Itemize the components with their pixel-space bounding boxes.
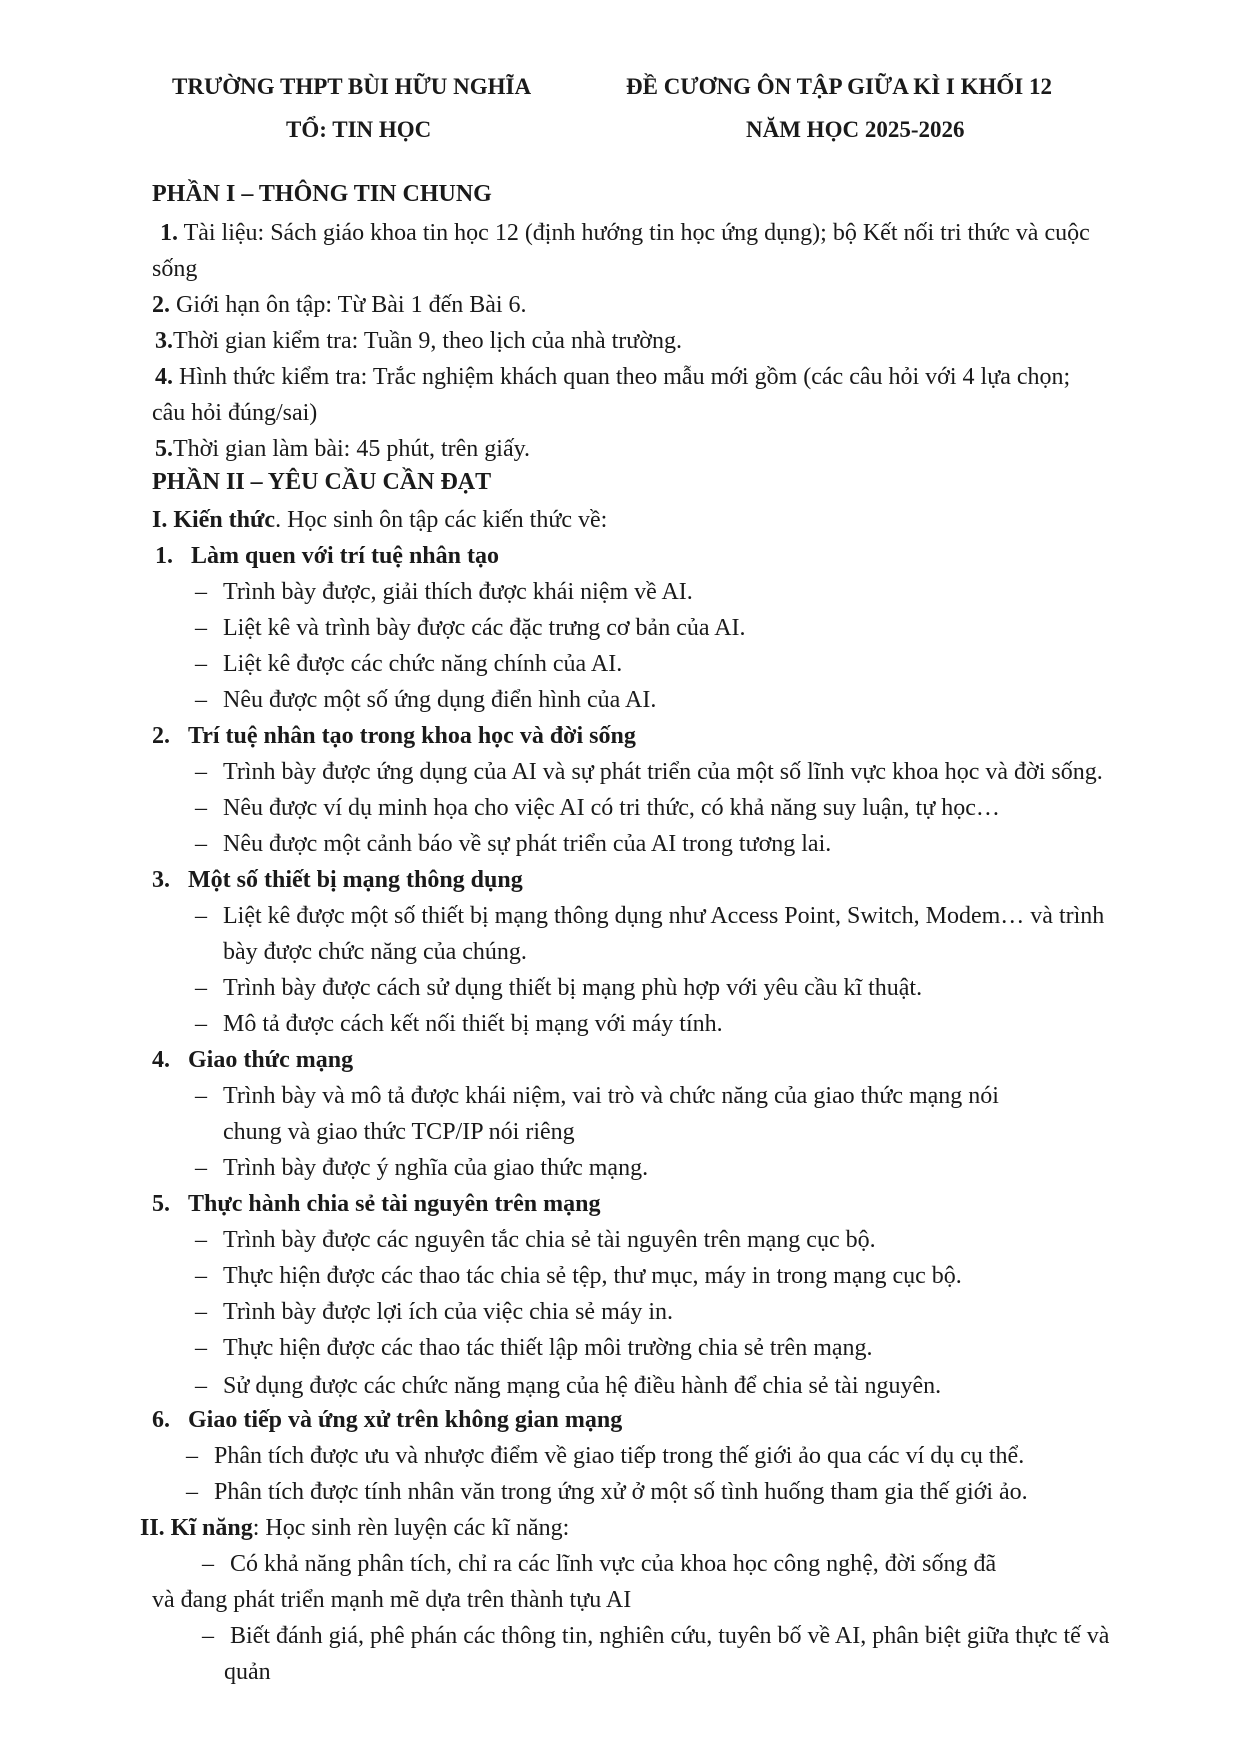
dash-bullet: –: [186, 1479, 198, 1505]
point-text: Nêu được một số ứng dụng điển hình của AI.: [223, 687, 657, 713]
school-year: NĂM HỌC 2025-2026: [746, 117, 965, 142]
point-text: Trình bày được các nguyên tắc chia sẻ tài nguyên trên mạng cục bộ.: [223, 1227, 876, 1253]
topic-1-point-4: [195, 685, 656, 715]
point-text: Phân tích được tính nhân văn trong ứng xử ở một số tình huống tham gia thế giới ảo.: [214, 1479, 1028, 1505]
dash-bullet: –: [195, 651, 207, 677]
dash-bullet: –: [195, 975, 207, 1001]
item-number: 3.: [155, 328, 173, 354]
skill-point-1-continuation: và đang phát triển mạnh mẽ dựa trên thành tựu AI: [152, 1587, 632, 1613]
dash-bullet: –: [195, 831, 207, 857]
part1-item-5: [155, 434, 530, 464]
topic-number: 6.: [152, 1407, 170, 1433]
skills-label: II. Kĩ năng: [140, 1515, 253, 1541]
item-number: 4.: [155, 364, 173, 390]
topic-1-point-2: [195, 613, 746, 643]
skills-heading: [140, 1513, 569, 1543]
point-text: Có khả năng phân tích, chỉ ra các lĩnh vực của khoa học công nghệ, đời sống đã: [230, 1551, 997, 1577]
dash-bullet: –: [195, 615, 207, 641]
point-text: Liệt kê được một số thiết bị mạng thông dụng như Access Point, Switch, Modem… và trình: [223, 903, 1105, 929]
point-text: Liệt kê được các chức năng chính của AI.: [223, 651, 623, 677]
dash-bullet: –: [195, 1083, 207, 1109]
dash-bullet: –: [202, 1623, 214, 1649]
part1-item-3: [155, 326, 682, 356]
topic-2-heading: [152, 721, 636, 751]
part1-item-1: [160, 218, 1090, 248]
part1-title: PHẦN I – THÔNG TIN CHUNG: [152, 181, 492, 207]
dash-bullet: –: [202, 1551, 214, 1577]
item-text: Tài liệu: Sách giáo khoa tin học 12 (định hướng tin học ứng dụng); bộ Kết nối tri thức và cuộc: [178, 220, 1090, 246]
topic-5-point-1: [195, 1225, 876, 1255]
topic-title: Trí tuệ nhân tạo trong khoa học và đời sống: [188, 723, 636, 749]
topic-2-point-2: [195, 793, 1000, 823]
topic-5-heading: [152, 1189, 600, 1219]
point-text: Phân tích được ưu và nhược điểm về giao tiếp trong thế giới ảo qua các ví dụ cụ thể.: [214, 1443, 1025, 1469]
topic-2-point-1: [195, 757, 1103, 787]
point-text: Trình bày được, giải thích được khái niệm về AI.: [223, 579, 693, 605]
topic-1-heading: [155, 541, 499, 571]
item-text: Thời gian làm bài: 45 phút, trên giấy.: [173, 436, 531, 462]
topic-number: 5.: [152, 1191, 170, 1217]
dash-bullet: –: [195, 1335, 207, 1361]
topic-5-point-2: [195, 1261, 962, 1291]
topic-4-heading: [152, 1045, 353, 1075]
dash-bullet: –: [195, 1155, 207, 1181]
point-text: Trình bày được cách sử dụng thiết bị mạng phù hợp với yêu cầu kĩ thuật.: [223, 975, 923, 1001]
item-number: 5.: [155, 436, 173, 462]
dash-bullet: –: [195, 903, 207, 929]
topic-title: Thực hành chia sẻ tài nguyên trên mạng: [188, 1191, 601, 1217]
topic-1-point-3: [195, 649, 622, 679]
point-text: Thực hiện được các thao tác thiết lập môi trường chia sẻ trên mạng.: [223, 1335, 873, 1361]
topic-6-heading: [152, 1405, 622, 1435]
part1-item-2: [152, 290, 527, 320]
topic-4-point-1: [195, 1081, 999, 1111]
point-text: Nêu được một cảnh báo về sự phát triển của AI trong tương lai.: [223, 831, 832, 857]
topic-number: 2.: [152, 723, 170, 749]
topic-title: Làm quen với trí tuệ nhân tạo: [191, 543, 499, 569]
item-text: Giới hạn ôn tập: Từ Bài 1 đến Bài 6.: [170, 292, 527, 318]
item-text: Hình thức kiểm tra: Trắc nghiệm khách quan theo mẫu mới gồm (các câu hỏi với 4 lựa chọn;: [173, 364, 1071, 390]
point-text: Sử dụng được các chức năng mạng của hệ điều hành để chia sẻ tài nguyên.: [223, 1373, 942, 1399]
topic-title: Một số thiết bị mạng thông dụng: [188, 867, 523, 893]
topic-5-point-4: [195, 1333, 873, 1363]
topic-3-point-1: [195, 901, 1104, 931]
document-title: ĐỀ CƯƠNG ÔN TẬP GIỮA KÌ I KHỐI 12: [626, 74, 1052, 99]
topic-6-point-2: [186, 1477, 1028, 1507]
point-text: Biết đánh giá, phê phán các thông tin, nghiên cứu, tuyên bố về AI, phân biệt giữa thực tế và: [230, 1623, 1110, 1649]
point-text: Thực hiện được các thao tác chia sẻ tệp, thư mục, máy in trong mạng cục bộ.: [223, 1263, 962, 1289]
topic-3-point-2: [195, 973, 922, 1003]
point-text: Nêu được ví dụ minh họa cho việc AI có tri thức, có khả năng suy luận, tự học…: [223, 795, 1000, 821]
point-text: Trình bày được lợi ích của việc chia sẻ máy in.: [223, 1299, 674, 1325]
topic-5-point-3: [195, 1297, 673, 1327]
knowledge-label: I. Kiến thức: [152, 507, 276, 533]
part1-item-4-continuation: câu hỏi đúng/sai): [152, 400, 318, 426]
item-number: 1.: [160, 220, 178, 246]
part2-title: PHẦN II – YÊU CẦU CẦN ĐẠT: [152, 469, 492, 495]
topic-number: 4.: [152, 1047, 170, 1073]
department-name: TỔ: TIN HỌC: [286, 117, 432, 142]
topic-3-heading: [152, 865, 523, 895]
topic-3-point-3: [195, 1009, 723, 1039]
topic-1-point-1: [195, 577, 693, 607]
dash-bullet: –: [195, 1373, 207, 1399]
dash-bullet: –: [195, 579, 207, 605]
point-text: Liệt kê và trình bày được các đặc trưng cơ bản của AI.: [223, 615, 746, 641]
point-text: Trình bày và mô tả được khái niệm, vai trò và chức năng của giao thức mạng nói: [223, 1083, 999, 1109]
topic-4-point-1-continuation: chung và giao thức TCP/IP nói riêng: [223, 1119, 575, 1145]
dash-bullet: –: [195, 1299, 207, 1325]
knowledge-intro: . Học sinh ôn tập các kiến thức về:: [275, 507, 608, 533]
dash-bullet: –: [195, 687, 207, 713]
knowledge-heading: [152, 505, 607, 535]
point-text: Trình bày được ứng dụng của AI và sự phát triển của một số lĩnh vực khoa học và đời sống.: [223, 759, 1103, 785]
part1-item-1-continuation: sống: [152, 256, 198, 282]
topic-2-point-3: [195, 829, 831, 859]
skill-point-2-continuation: quản: [224, 1659, 271, 1685]
item-number: 2.: [152, 292, 170, 318]
dash-bullet: –: [195, 759, 207, 785]
topic-4-point-2: [195, 1153, 648, 1183]
skill-point-1: [202, 1549, 996, 1579]
topic-title: Giao thức mạng: [188, 1047, 354, 1073]
topic-number: 3.: [152, 867, 170, 893]
dash-bullet: –: [195, 1011, 207, 1037]
dash-bullet: –: [195, 1227, 207, 1253]
dash-bullet: –: [186, 1443, 198, 1469]
point-text: Trình bày được ý nghĩa của giao thức mạng.: [223, 1155, 649, 1181]
topic-6-point-1: [186, 1441, 1024, 1471]
topic-number: 1.: [155, 543, 173, 569]
dash-bullet: –: [195, 1263, 207, 1289]
topic-title: Giao tiếp và ứng xử trên không gian mạng: [188, 1407, 623, 1433]
dash-bullet: –: [195, 795, 207, 821]
skills-intro: : Học sinh rèn luyện các kĩ năng:: [252, 1515, 570, 1541]
point-text: Mô tả được cách kết nối thiết bị mạng với máy tính.: [223, 1011, 723, 1037]
item-text: Thời gian kiểm tra: Tuần 9, theo lịch của nhà trường.: [173, 328, 682, 354]
skill-point-2: [202, 1621, 1109, 1651]
school-name: TRƯỜNG THPT BÙI HỮU NGHĨA: [172, 74, 532, 99]
part1-item-4: [155, 362, 1070, 392]
topic-3-point-1-continuation: bày được chức năng của chúng.: [223, 939, 527, 965]
topic-5-point-5: [195, 1371, 941, 1401]
